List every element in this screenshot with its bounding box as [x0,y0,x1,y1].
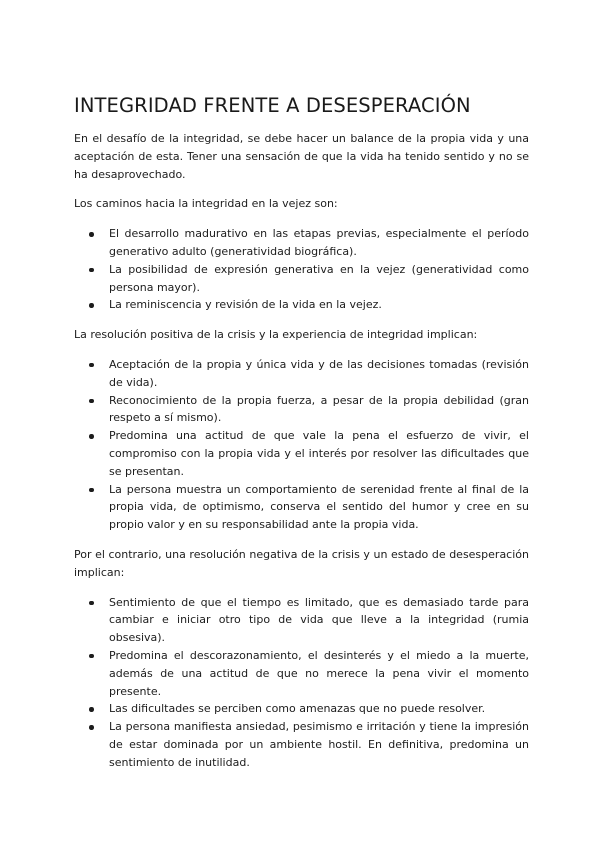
list-item: Aceptación de la propia y única vida y de las decisiones tomadas (revisión de vida). [74,356,529,392]
positive-list [74,356,529,534]
list-item: Las dificultades se perciben como amenazas que no puede resolver. [74,700,529,718]
positive-heading: La resolución positiva de la crisis y la experiencia de integridad implican: [74,328,478,342]
list-item: La posibilidad de expresión generativa en la vejez (generatividad como persona mayor). [74,261,529,297]
bullet-icon [89,363,94,368]
list-item: Predomina una actitud de que vale la pena el esfuerzo de vivir, el compromiso con la propia vida y el interés por resolver las dificultades que se presentan. [74,427,529,480]
bullet-icon [89,707,94,712]
negative-list [74,594,529,772]
bullet-icon [89,725,94,730]
paths-list [74,225,529,314]
bullet-icon [89,434,94,439]
negative-heading: Por el contrario, una resolución negativa de la crisis y un estado de desesperación implican: [74,547,529,579]
bullet-icon [89,601,94,606]
bullet-icon [89,399,94,404]
list-item: La reminiscencia y revisión de la vida en la vejez. [74,296,529,314]
intro-paragraph: En el desafío de la integridad, se debe hacer un balance de la propia vida y una aceptación de esta. Tener una sensación de que la vida ha tenido sentido y no se ha desaprovechado. [74,132,529,181]
bullet-icon [89,303,94,308]
bullet-icon [89,232,94,237]
list-item: El desarrollo madurativo en las etapas previas, especialmente el período generativo adulto (generatividad biográfica). [74,225,529,261]
document-page [74,93,529,784]
bullet-icon [89,488,94,493]
bullet-icon [89,268,94,273]
list-item: La persona manifiesta ansiedad, pesimismo e irritación y tiene la impresión de estar dominada por un ambiente hostil. En definitiva, predomina un sentimiento de inutilidad. [74,718,529,771]
list-item: La persona muestra un comportamiento de serenidad frente al final de la propia vida, de optimismo, conserva el sentido del humor y cree en su propio valor y en su responsabilidad ante la propia vida. [74,481,529,534]
bullet-icon [89,654,94,659]
list-item: Predomina el descorazonamiento, el desinterés y el miedo a la muerte, además de una actitud de que no merece la pena vivir el momento presente. [74,647,529,700]
list-item: Reconocimiento de la propia fuerza, a pesar de la propia debilidad (gran respeto a sí mismo). [74,392,529,428]
page-title: INTEGRIDAD FRENTE A DESESPERACIÓN [74,94,471,117]
paths-heading: Los caminos hacia la integridad en la vejez son: [74,197,338,211]
list-item: Sentimiento de que el tiempo es limitado, que es demasiado tarde para cambiar e iniciar otro tipo de vida que lleve a la integridad (rumia obsesiva). [74,594,529,647]
